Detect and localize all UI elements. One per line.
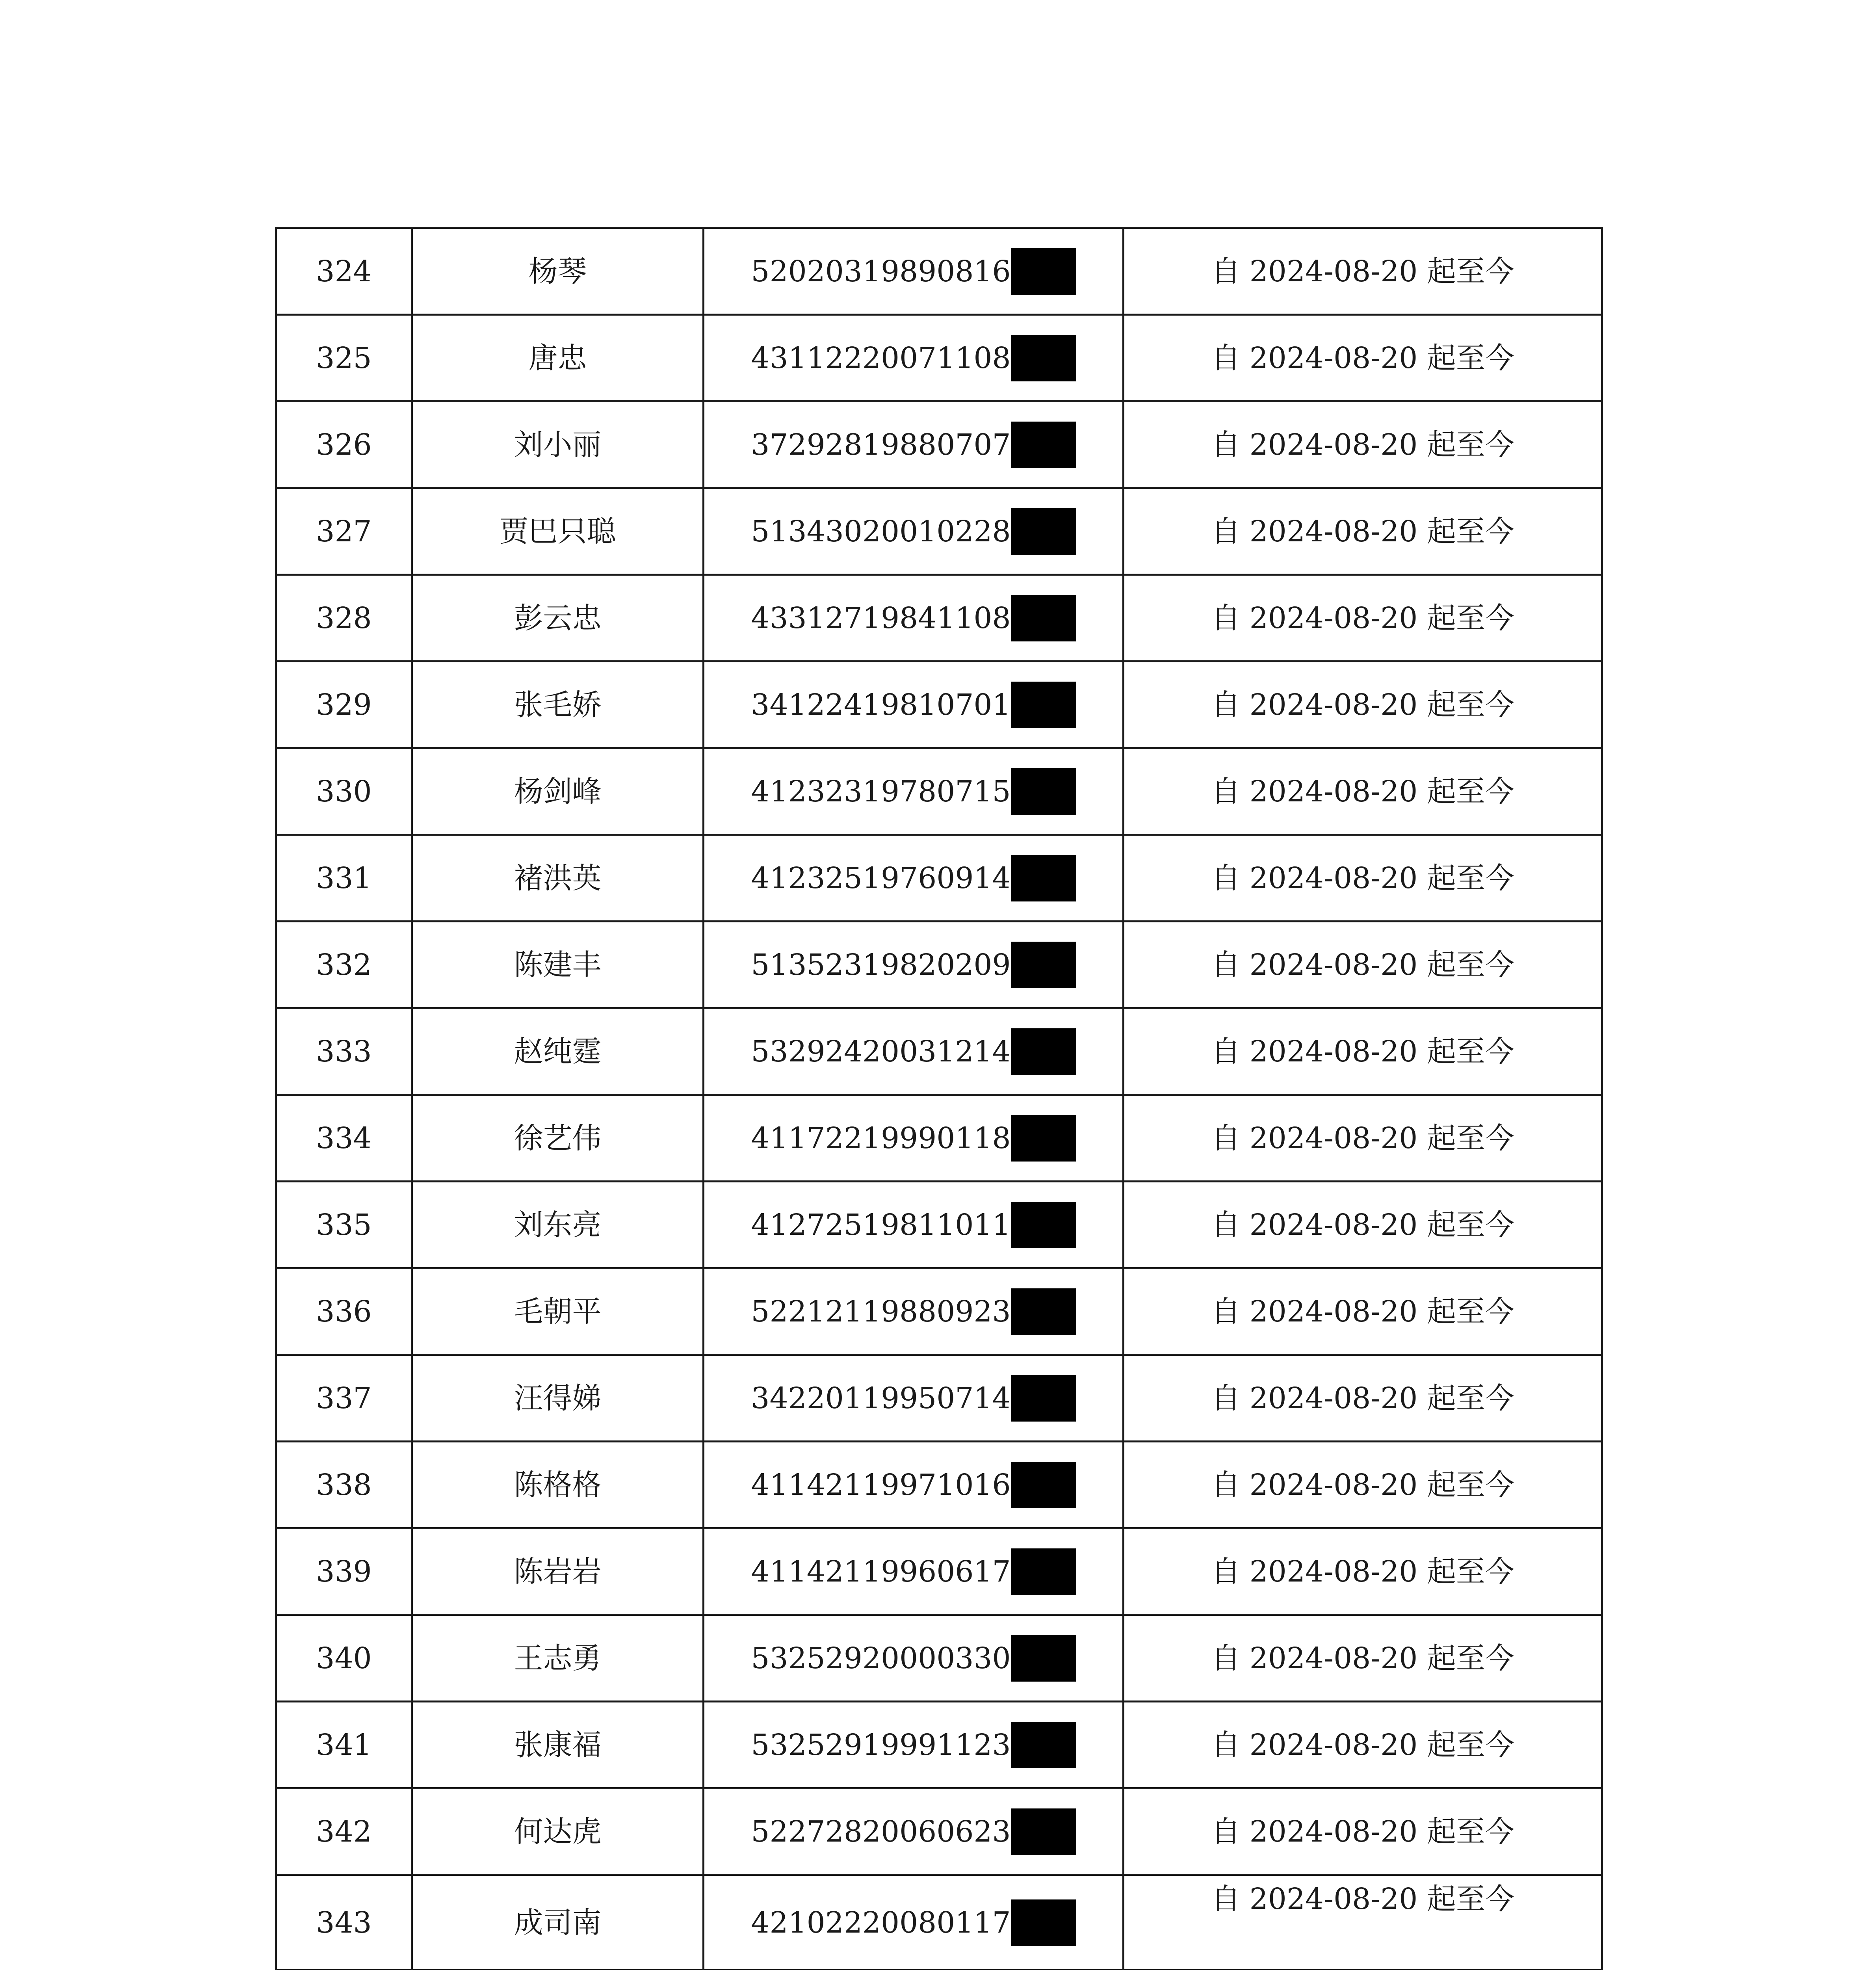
roster-table-body [276, 228, 1602, 1970]
period-cell: 自 2024-08-20 起至今 [1124, 1182, 1602, 1268]
roster-table [275, 227, 1603, 1970]
redaction-box [1011, 1288, 1076, 1335]
redaction-box [1011, 768, 1076, 815]
id-number-cell [704, 1268, 1124, 1355]
row-number: 342 [276, 1788, 412, 1875]
row-number: 338 [276, 1442, 412, 1528]
redaction-box [1011, 595, 1076, 641]
period-cell: 自 2024-08-20 起至今 [1124, 575, 1602, 662]
id-number-visible-part: 51343020010228 [751, 514, 1011, 548]
person-name: 徐艺伟 [412, 1095, 704, 1182]
id-number-visible-part: 41272519811011 [751, 1208, 1011, 1242]
redaction-box [1011, 1808, 1076, 1855]
period-cell: 自 2024-08-20 起至今 [1124, 1788, 1602, 1875]
person-name: 杨剑峰 [412, 748, 704, 835]
row-number: 340 [276, 1615, 412, 1702]
id-number-visible-part: 52020319890816 [751, 254, 1011, 288]
row-number: 333 [276, 1008, 412, 1095]
table-row [276, 1875, 1602, 1970]
row-number: 339 [276, 1528, 412, 1615]
row-number: 337 [276, 1355, 412, 1442]
table-row [276, 401, 1602, 488]
table-row [276, 575, 1602, 662]
period-cell: 自 2024-08-20 起至今 [1124, 488, 1602, 575]
redaction-box [1011, 1899, 1076, 1946]
id-number-visible-part: 53292420031214 [751, 1034, 1011, 1069]
table-row [276, 1788, 1602, 1875]
id-number-visible-part: 41172219990118 [751, 1121, 1011, 1155]
row-number: 341 [276, 1702, 412, 1788]
id-number-cell [704, 228, 1124, 315]
person-name: 王志勇 [412, 1615, 704, 1702]
row-number: 329 [276, 662, 412, 748]
period-cell: 自 2024-08-20 起至今 [1124, 835, 1602, 922]
id-number-visible-part: 41232519760914 [751, 861, 1011, 895]
table-row [276, 922, 1602, 1008]
id-number-cell [704, 488, 1124, 575]
id-number-cell [704, 748, 1124, 835]
redaction-box [1011, 1115, 1076, 1162]
period-cell: 自 2024-08-20 起至今 [1124, 1875, 1602, 1970]
table-row [276, 1008, 1602, 1095]
id-number-cell [704, 1875, 1124, 1970]
table-row [276, 315, 1602, 401]
table-row [276, 1095, 1602, 1182]
id-number-cell [704, 1615, 1124, 1702]
person-name: 彭云忠 [412, 575, 704, 662]
id-number-cell [704, 662, 1124, 748]
row-number: 324 [276, 228, 412, 315]
id-number-cell [704, 575, 1124, 662]
row-number: 335 [276, 1182, 412, 1268]
person-name: 陈建丰 [412, 922, 704, 1008]
period-cell: 自 2024-08-20 起至今 [1124, 662, 1602, 748]
redaction-box [1011, 1462, 1076, 1508]
id-number-cell [704, 1702, 1124, 1788]
row-number: 332 [276, 922, 412, 1008]
id-number-cell [704, 1355, 1124, 1442]
person-name: 刘小丽 [412, 401, 704, 488]
period-cell: 自 2024-08-20 起至今 [1124, 1268, 1602, 1355]
id-number-visible-part: 41142119971016 [751, 1468, 1011, 1502]
period-cell: 自 2024-08-20 起至今 [1124, 1008, 1602, 1095]
table-row [276, 748, 1602, 835]
id-number-visible-part: 42102220080117 [751, 1905, 1011, 1940]
person-name: 毛朝平 [412, 1268, 704, 1355]
period-cell: 自 2024-08-20 起至今 [1124, 1702, 1602, 1788]
id-number-visible-part: 41142119960617 [751, 1554, 1011, 1589]
table-row [276, 1268, 1602, 1355]
person-name: 陈格格 [412, 1442, 704, 1528]
id-number-visible-part: 43112220071108 [751, 341, 1011, 375]
id-number-cell [704, 1095, 1124, 1182]
row-number: 327 [276, 488, 412, 575]
redaction-box [1011, 1722, 1076, 1768]
id-number-visible-part: 52212119880923 [751, 1294, 1011, 1329]
person-name: 唐忠 [412, 315, 704, 401]
id-number-visible-part: 41232319780715 [751, 774, 1011, 808]
person-name: 汪得娣 [412, 1355, 704, 1442]
person-name: 刘东亮 [412, 1182, 704, 1268]
period-cell: 自 2024-08-20 起至今 [1124, 922, 1602, 1008]
table-row [276, 228, 1602, 315]
period-cell: 自 2024-08-20 起至今 [1124, 1095, 1602, 1182]
person-name: 贾巴只聪 [412, 488, 704, 575]
id-number-cell [704, 1008, 1124, 1095]
table-row [276, 488, 1602, 575]
id-number-cell [704, 1788, 1124, 1875]
row-number: 325 [276, 315, 412, 401]
person-name: 褚洪英 [412, 835, 704, 922]
redaction-box [1011, 1548, 1076, 1595]
person-name: 杨琴 [412, 228, 704, 315]
id-number-visible-part: 52272820060623 [751, 1814, 1011, 1849]
period-cell: 自 2024-08-20 起至今 [1124, 315, 1602, 401]
redaction-box [1011, 682, 1076, 728]
roster-table-container [275, 227, 1601, 1970]
person-name: 张毛娇 [412, 662, 704, 748]
id-number-visible-part: 51352319820209 [751, 948, 1011, 982]
redaction-box [1011, 1202, 1076, 1248]
period-cell: 自 2024-08-20 起至今 [1124, 1355, 1602, 1442]
period-cell: 自 2024-08-20 起至今 [1124, 228, 1602, 315]
id-number-cell [704, 401, 1124, 488]
table-row [276, 1702, 1602, 1788]
person-name: 张康福 [412, 1702, 704, 1788]
period-cell: 自 2024-08-20 起至今 [1124, 401, 1602, 488]
id-number-cell [704, 1528, 1124, 1615]
redaction-box [1011, 855, 1076, 901]
table-row [276, 1355, 1602, 1442]
period-cell: 自 2024-08-20 起至今 [1124, 1615, 1602, 1702]
id-number-visible-part: 34220119950714 [751, 1381, 1011, 1415]
table-row [276, 1528, 1602, 1615]
id-number-cell [704, 835, 1124, 922]
row-number: 331 [276, 835, 412, 922]
table-row [276, 1615, 1602, 1702]
row-number: 330 [276, 748, 412, 835]
person-name: 陈岩岩 [412, 1528, 704, 1615]
row-number: 328 [276, 575, 412, 662]
table-row [276, 835, 1602, 922]
table-row [276, 1182, 1602, 1268]
id-number-cell [704, 1442, 1124, 1528]
table-row [276, 1442, 1602, 1528]
id-number-visible-part: 43312719841108 [751, 601, 1011, 635]
row-number: 326 [276, 401, 412, 488]
person-name: 赵纯霆 [412, 1008, 704, 1095]
redaction-box [1011, 1635, 1076, 1682]
period-cell: 自 2024-08-20 起至今 [1124, 748, 1602, 835]
period-cell: 自 2024-08-20 起至今 [1124, 1528, 1602, 1615]
redaction-box [1011, 942, 1076, 988]
id-number-visible-part: 53252919991123 [751, 1728, 1011, 1762]
person-name: 何达虎 [412, 1788, 704, 1875]
row-number: 343 [276, 1875, 412, 1970]
redaction-box [1011, 1375, 1076, 1422]
id-number-visible-part: 53252920000330 [751, 1641, 1011, 1675]
row-number: 334 [276, 1095, 412, 1182]
id-number-cell [704, 315, 1124, 401]
redaction-box [1011, 508, 1076, 555]
row-number: 336 [276, 1268, 412, 1355]
id-number-cell [704, 922, 1124, 1008]
redaction-box [1011, 335, 1076, 381]
redaction-box [1011, 1028, 1076, 1075]
redaction-box [1011, 248, 1076, 295]
id-number-cell [704, 1182, 1124, 1268]
id-number-visible-part: 37292819880707 [751, 427, 1011, 462]
person-name: 成司南 [412, 1875, 704, 1970]
table-row [276, 662, 1602, 748]
redaction-box [1011, 422, 1076, 468]
period-cell: 自 2024-08-20 起至今 [1124, 1442, 1602, 1528]
id-number-visible-part: 34122419810701 [751, 688, 1011, 722]
